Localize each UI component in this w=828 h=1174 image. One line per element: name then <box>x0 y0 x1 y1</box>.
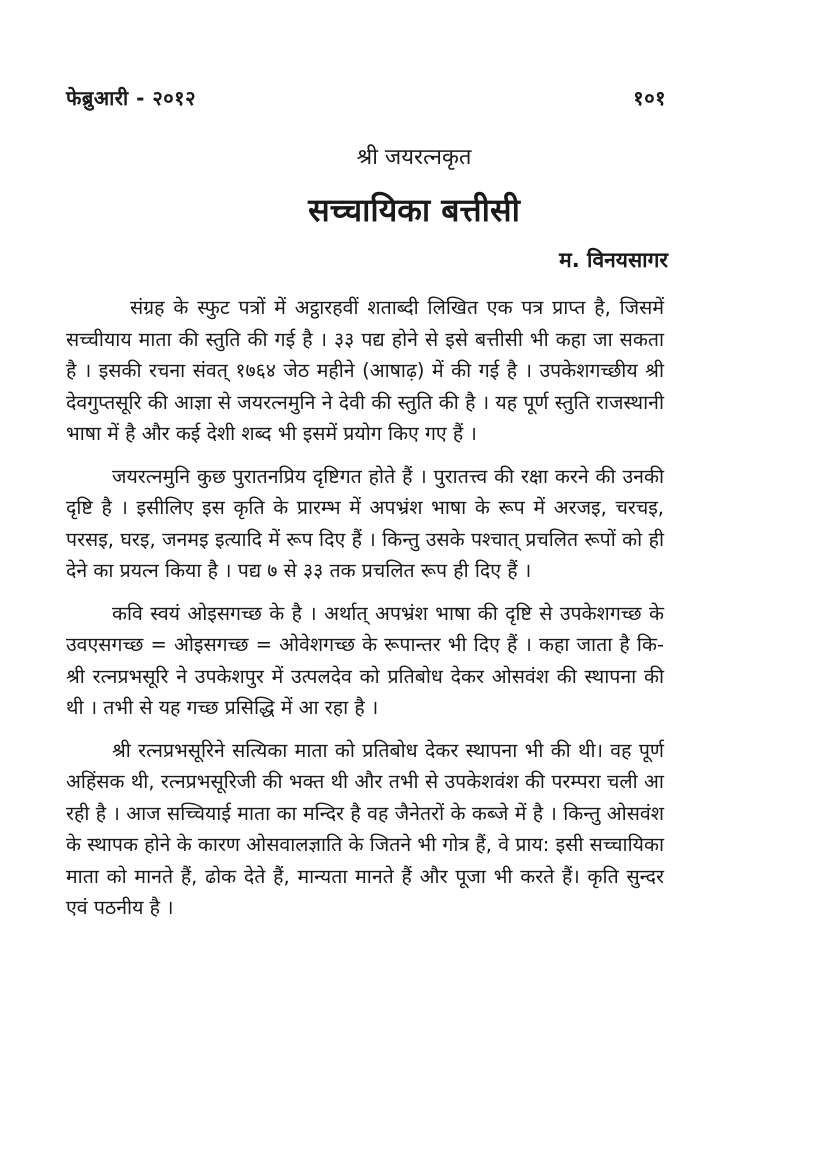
article-author: म. विनयसागर <box>559 248 668 272</box>
running-header <box>66 84 666 111</box>
page-number: १०१ <box>633 86 666 110</box>
paragraph-1: संग्रह के स्फुट पत्रों में अट्ठारहवीं शताब्दी लिखित एक पत्र प्राप्त है, जिसमें सच्चीयाय माता की स्तुति की गई है । ३३ पद्य होने से इसे बत्तीसी भी कहा जा सकता है । इसकी रचना संवत् १७६४ जेठ महीने (आषाढ़) में की गई है । उपकेशगच्छीय श्री देवगुप्तसूरि की आज्ञा से जयरत्नमुनि ने देवी की स्तुति की है । यह पूर्ण स्तुति राजस्थानी भाषा में है और कई देशी शब्द भी इसमें प्रयोग किए गए हैं । <box>66 296 664 445</box>
paragraph-3: कवि स्वयं ओइसगच्छ के है । अर्थात् अपभ्रंश भाषा की दृष्टि से उपकेशगच्छ के उवएसगच्छ = ओइसगच्छ = ओवेशगच्छ के रूपान्तर भी दिए हैं । कहा जाता है कि- श्री रत्नप्रभसूरि ने उपकेशपुर में उत्पलदेव को प्रतिबोध देकर ओसवंश की स्थापना की थी । तभी से यह गच्छ प्रसिद्धि में आ रहा है । <box>66 601 664 719</box>
header-date: फेब्रुआरी - २०१२ <box>66 86 196 110</box>
article-title: सच्चायिका बत्तीसी <box>308 191 520 229</box>
article-body <box>66 292 664 935</box>
paragraph-2: जयरत्नमुनि कुछ पुरातनप्रिय दृष्टिगत होते हैं । पुरातत्त्व की रक्षा करने की उनकी दृष्टि है । इसीलिए इस कृति के प्रारम्भ में अपभ्रंश भाषा के रूप में अरजइ, चरचइ, परसइ, घरइ, जनमइ इत्यादि में रूप दिए हैं । किन्तु उसके पश्चात् प्रचलित रूपों को ही देने का प्रयत्न किया है । पद्य ७ से ३३ तक प्रचलित रूप ही दिए हैं । <box>66 464 664 582</box>
article-subtitle: श्री जयरत्नकृत <box>356 145 472 170</box>
paragraph-4: श्री रत्नप्रभसूरिने सत्यिका माता को प्रतिबोध देकर स्थापना भी की थी। वह पूर्ण अहिंसक थी, रत्नप्रभसूरिजी की भक्त थी और तभी से उपकेशवंश की परम्परा चली आ रही है । आज सच्चियाई माता का मन्दिर है वह जैनेतरों के कब्जे में है । किन्तु ओसवंश के स्थापक होने के कारण ओसवालज्ञाति के जितने भी गोत्र हैं, वे प्राय: इसी सच्चायिका माता को मानते हैं, ढोक देते हैं, मान्यता मानते हैं और पूजा भी करते हैं। कृति सुन्दर एवं पठनीय है । <box>66 738 664 919</box>
